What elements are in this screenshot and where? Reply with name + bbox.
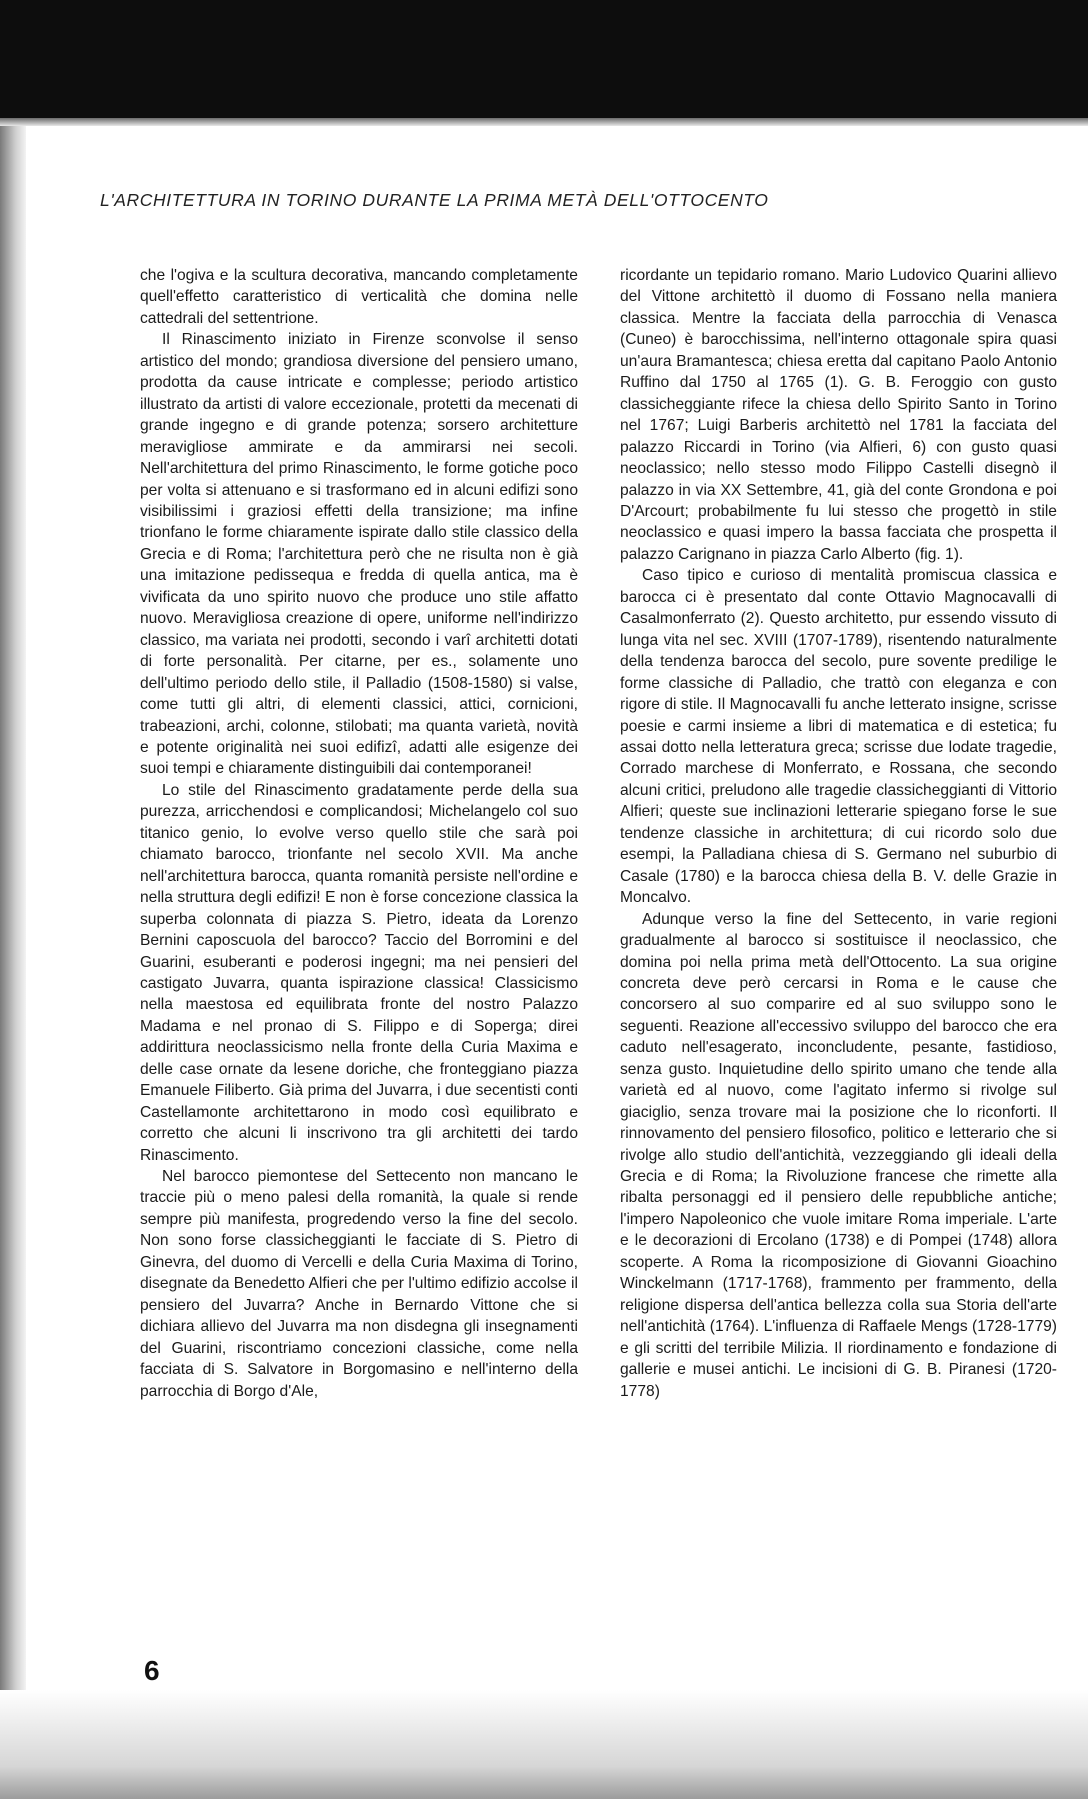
scan-top-band-edge xyxy=(0,118,1088,126)
paragraph: che l'ogiva e la scultura decorativa, mancando completamente quell'effetto caratteristico di verticalità che domina nelle cattedrali del settentrione. xyxy=(140,267,578,327)
scan-bottom-shade xyxy=(0,1690,1088,1799)
running-head: L'ARCHITETTURA IN TORINO DURANTE LA PRIMA METÀ DELL'OTTOCENTO xyxy=(100,190,769,210)
paragraph: Lo stile del Rinascimento gradatamente perde della sua purezza, arricchendosi e complicandosi; Michelangelo col suo titanico genio, lo evolve verso quello stile che sarà poi chiamato barocco, trionfante nel secolo XVII. Ma anche nell'architettura barocca, quanta romanità persiste nell'ordine e nella struttura degli edifizi! E non è forse concezione classica la superba colonnata di piazza S. Pietro, ideata da Lorenzo Bernini caposcuola del barocco? Taccio del Borromini e del Guarini, esuberanti e poderosi ingegni; ma nei pensieri del castigato Juvarra, quanta ispirazione classica! Classicismo nella maestosa ed equilibrata fronte del nostro Palazzo Madama e nel pronao di S. Filippo e di Soperga; direi addirittura neoclassicismo nella fronte della Curia Maxima e delle case ornate da lesene doriche, che fronteggiano piazza Emanuele Filiberto. Già prima del Juvarra, i due secentisti conti Castellamonte architettarono in modo così equilibrato e corretto che alcuni li inscrivono tra gli architetti dei tardo Rinascimento. xyxy=(140,781,578,1164)
paragraph: Nel barocco piemontese del Settecento non mancano le traccie più o meno palesi della romanità, la quale si rende sempre più manifesta, progredendo verso la fine del secolo. Non sono forse classicheggianti le facciate di S. Pietro di Ginevra, del duomo di Vercelli e della Curia Maxima di Torino, disegnate da Benedetto Alfieri che per l'ultimo edifizio accolse il pensiero del Juvarra? Anche in Bernardo Vittone che si dichiara allievo del Juvarra ma non disdegna gli insegnamenti del Guarini, riscontriamo concezioni classiche, come nella facciata di S. Salvatore in Borgomasino e nell'interno della parrocchia di Borgo d'Ale, xyxy=(140,1168,578,1400)
left-column xyxy=(140,265,578,1402)
scan-left-edge xyxy=(0,0,26,1799)
page-number: 6 xyxy=(144,1655,160,1686)
scan-top-band xyxy=(0,0,1088,120)
paragraph: Caso tipico e curioso di mentalità promiscua classica e barocca ci è presentato dal conte Ottavio Magnocavalli di Casalmonferrato (2). Questo architetto, pur essendo vissuto di lunga vita nel sec. XVIII (1707-1789), risentendo naturalmente della tendenza barocca del secolo, pure sovente predilige le forme classiche di Palladio, che trattò con eleganza e con rigore di stile. Il Magnocavalli fu anche letterato insigne, scrisse poesie e carmi insieme a libri di matematica e di estetica; fu assai dotto nella letteratura greca; scrisse due lodate tragedie, Corrado marchese di Monferrato, e Rossana, che secondo alcuni critici, preludono alle tragedie classicheggianti di Vittorio Alfieri; queste sue inclinazioni letterarie spiegano forse le sue tendenze classiche in architettura; di cui ricordo solo due esempi, la Palladiana chiesa di S. Germano nel suburbio di Casale (1780) e la barocca chiesa della B. V. delle Grazie in Moncalvo. xyxy=(620,567,1057,907)
paragraph: ricordante un tepidario romano. Mario Ludovico Quarini allievo del Vittone architettò il duomo di Fossano nella maniera classica. Mentre la facciata della parrocchia di Venasca (Cuneo) è barocchissima, nell'interno ottagonale spira quasi un'aura Bramantesca; chiesa eretta dal capitano Paolo Antonio Ruffino dal 1750 al 1765 (1). G. B. Feroggio con gusto classicheggiante rifece la chiesa dello Spirito Santo in Torino nel 1767; Luigi Barberis architettò nel 1781 la facciata del palazzo Riccardi in Torino (via Alfieri, 6) con gusto quasi neoclassico; nello stesso modo Filippo Castelli disegnò il palazzo in via XX Settembre, 41, già del conte Grondona e poi D'Arcourt; probabilmente fu lui stesso che progettò in stile neoclassico e quasi impero la bassa facciata che prospetta il palazzo Carignano in piazza Carlo Alberto (fig. 1). xyxy=(620,267,1057,563)
right-column xyxy=(620,265,1057,1402)
paragraph: Il Rinascimento iniziato in Firenze sconvolse il senso artistico del mondo; grandiosa diversione del pensiero umano, prodotta da cause intricate e complesse; periodo artistico illustrato da artisti di valore eccezionale, protetti da mecenati di grande ingegno e di grande potenza; sorsero architetture meravigliose ammirate e da ammirarsi nei secoli. Nell'architettura del primo Rinascimento, le forme gotiche poco per volta si attenuano e si trasformano ed in alcuni edifizi sono visibilissimi i graziosi effetti della transizione; ma infine trionfano le forme chiaramente ispirate dallo stile classico della Grecia e di Roma; l'architettura però che ne risulta non è già una imitazione pedissequa e fredda di quella antica, ma è vivificata da uno spirito nuovo che produce uno stile affatto nuovo. Meravigliosa creazione di opere, uniforme nell'indirizzo classico, ma variata nei prodotti, secondo i varî architetti dotati di forte personalità. Per citarne, per es., solamente uno dell'ultimo periodo dello stile, il Palladio (1508-1580) si valse, come tutti gli altri, di elementi classici, attici, cornicioni, trabeazioni, archi, colonne, stilobati; ma quanta varietà, novità e potente originalità nei suoi edifizî, adatti alle esigenze dei suoi tempi e chiaramente distinguibili dai contemporanei! xyxy=(140,331,578,778)
paragraph: Adunque verso la fine del Settecento, in varie regioni gradualmente al barocco si sostituisce il neoclassico, che domina poi nella prima metà dell'Ottocento. La sua origine concreta deve però cercarsi in Roma e le cause che concorsero al suo comparire ed al suo sviluppo sono le seguenti. Reazione all'eccessivo sviluppo del barocco che era caduto nell'esagerato, inconcludente, pesante, fastidioso, senza gusto. Inquietudine dello spirito umano che tende alla varietà ed al nuovo, come l'agitato infermo si rivolge sul giaciglio, senza trovare mai la posizione che lo riconforti. Il rinnovamento del pensiero filosofico, politico e letterario che si rivolge allo studio dell'antichità, vezzeggiando gli ideali della Grecia e di Roma; la Rivoluzione francese che rimette alla ribalta personaggi ed il pensiero delle repubbliche antiche; l'impero Napoleonico che vuole imitare Roma imperiale. L'arte e le decorazioni di Ercolano (1738) e di Pompei (1748) allora scoperte. A Roma la ricomposizione di Giovanni Gioachino Winckelmann (1717-1768), frammento per frammento, della religione dispersa dell'antica bellezza colla sua Storia dell'arte nell'antichità (1764). L'influenza di Raffaele Mengs (1728-1779) e gli scritti del terribile Milizia. Il riordinamento e fondazione di gallerie e musei antichi. Le incisioni di G. B. Piranesi (1720-1778) xyxy=(620,910,1057,1400)
